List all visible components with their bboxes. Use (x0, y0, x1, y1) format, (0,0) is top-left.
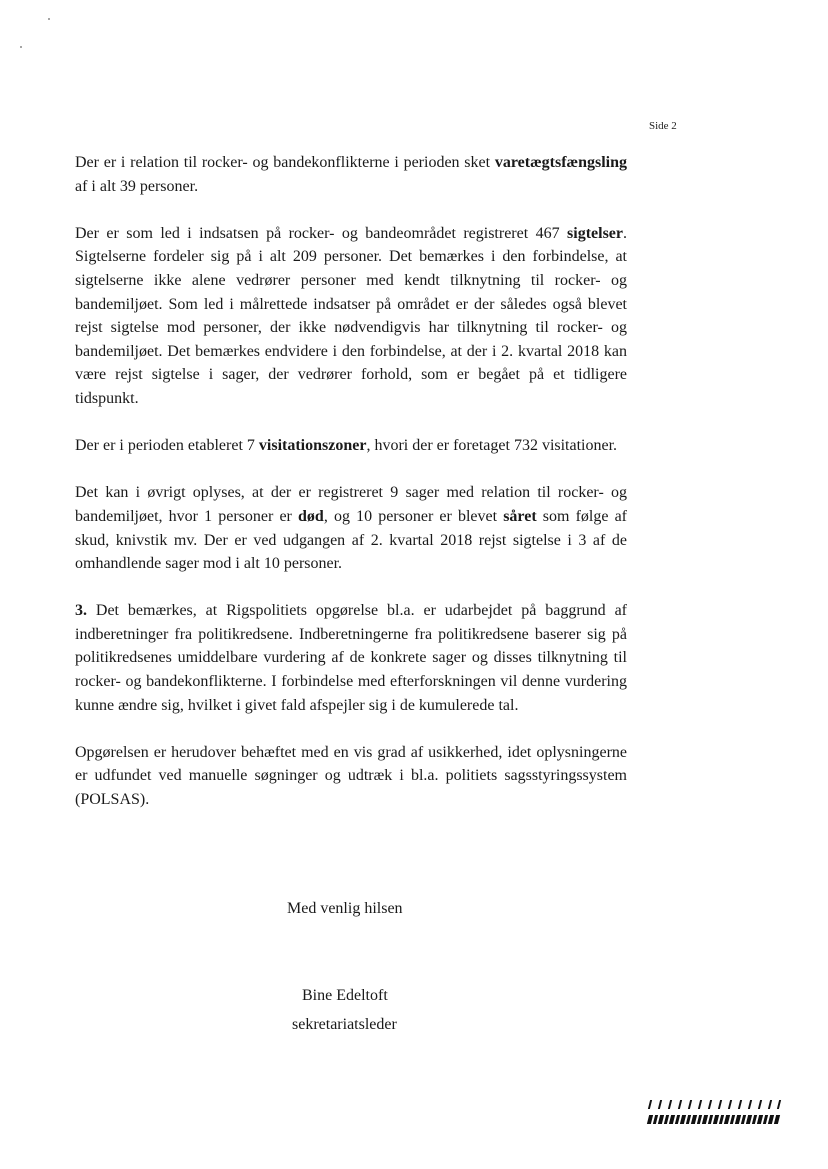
paragraph-text: Der er i relation til rocker- og bandekonflikterne i perioden sket (75, 154, 495, 171)
paragraph-text: Der er som led i indsatsen på rocker- og bandeområdet registreret 467 (75, 224, 568, 242)
paragraph-text: som følge af skud, knivstik mv. Der er ved udgangen af 2. kvartal 2018 rejst sigtelse i 3 af de omhandlende sager mod i alt 10 personer. (75, 507, 628, 573)
page-number: Side 2 (649, 120, 677, 132)
paragraph-search-zones (75, 434, 627, 458)
signatory-name: Bine Edeltoft (302, 987, 388, 1004)
emphasis-term: såret (503, 507, 537, 525)
paragraph-methodology (75, 599, 627, 717)
barcode-row-thick (648, 1115, 782, 1124)
emphasis-term: visitationszoner (258, 437, 367, 455)
emphasis-term: sigtelser (567, 224, 623, 242)
scan-speck (48, 18, 50, 20)
signatory-title: sekretariatsleder (292, 1016, 397, 1033)
paragraph-text: Der er i perioden etableret 7 (75, 437, 259, 455)
paragraph-text: , og 10 personer er blevet (323, 507, 504, 525)
emphasis-term: død (298, 507, 324, 525)
paragraph-text: Det kan i øvrigt oplyses, at der er registreret 9 sager med relation til rocker- og bandemiljøet, hvor 1 personer er (75, 484, 627, 525)
paragraph-text: Opgørelsen er herudover behæftet med en vis grad af usikkerhed, idet oplysningerne er udfundet ved manuelle søgninger og udtræk i bl.a. politiets sagsstyringssystem (POLSAS). (75, 743, 627, 809)
paragraph-text: , hvori der er foretaget 732 visitationer. (366, 437, 618, 455)
closing-greeting: Med venlig hilsen (287, 900, 403, 917)
emphasis-term: varetægtsfængsling (494, 154, 627, 171)
paragraph-uncertainty (75, 741, 627, 812)
paragraph-text: . Sigtelserne fordeler sig på i alt 209 personer. Det bemærkes i den forbindelse, at sigtelserne ikke alene vedrører personer med kendt tilknytning til rocker- og bandemiljøet. Som led i målrettede indsatser på området er der således også blevet rejst sigtelse mod personer, der ikke nødvendigvis har tilknytning til rocker- og bandemiljøet. Det bemærkes endvidere i den forbindelse, at der i 2. kvartal 2018 kan være rejst sigtelse i sager, der vedrører forhold, som er begået på et tidligere tidspunkt. (75, 224, 627, 407)
paragraph-charges (75, 222, 627, 411)
document-barcode (648, 1100, 782, 1126)
paragraph-casualties (75, 481, 627, 575)
scan-speck (20, 46, 22, 48)
paragraph-text: af i alt 39 personer. (75, 177, 199, 195)
section-number: 3. (75, 602, 87, 620)
letter-body (75, 151, 627, 835)
paragraph-text: Det bemærkes, at Rigspolitiets opgørelse bl.a. er udarbejdet på baggrund af indberetninger fra politikredsene. Indberetningerne fra politikredsene baserer sig på politikredsenes umiddelbare vurdering af de konkrete sager og disses tilknytning til rocker- og bandekonflikterne. I forbindelse med efterforskningen vil denne vurdering kunne ændre sig, hvilket i givet fald afspejler sig i de kumulerede tal. (75, 602, 627, 714)
paragraph-custody (75, 151, 627, 198)
barcode-row-thin (648, 1100, 782, 1109)
